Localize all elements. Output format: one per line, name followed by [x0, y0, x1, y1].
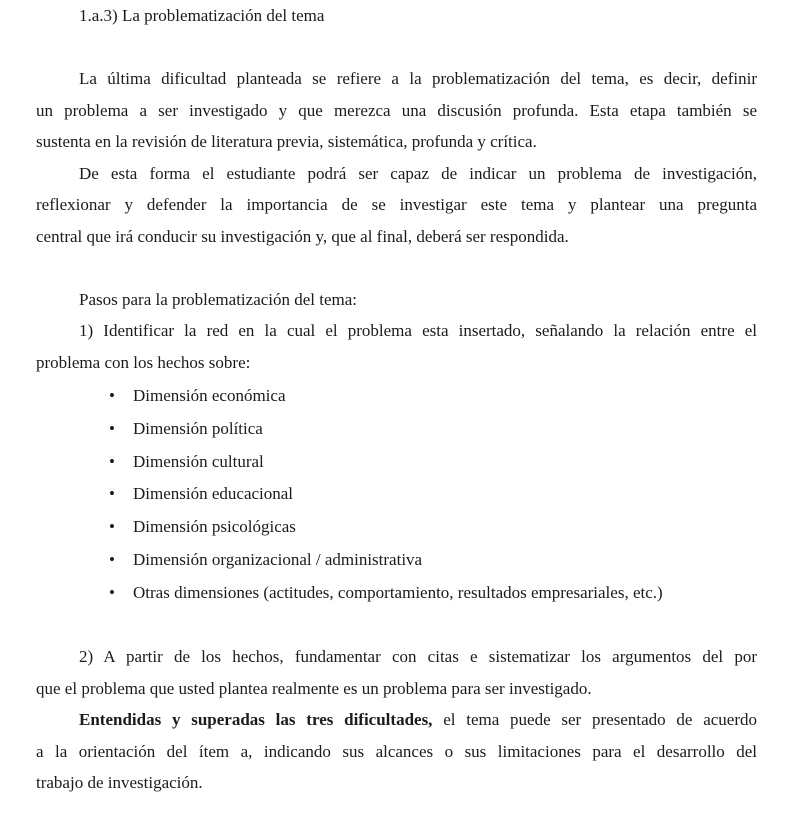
list-item [36, 577, 757, 610]
text-after-bold: el tema puede ser presentado de acuerdo [432, 710, 757, 730]
bullet-icon: • [109, 517, 115, 537]
text-line: problema con los hechos sobre: [36, 352, 251, 372]
text-line: a la orientación del ítem a, indicando sus alcances o sus limitaciones para el desarrollo del [36, 741, 757, 761]
paragraph-2 [36, 158, 757, 253]
list-item [36, 446, 757, 479]
bullet-icon: • [109, 418, 115, 438]
document-content [36, 0, 757, 799]
step-2-paragraph [36, 641, 757, 704]
list-item [36, 413, 757, 446]
list-item [36, 380, 757, 413]
closing-paragraph [36, 704, 757, 799]
bold-lead-text: Entendidas y superadas las tres dificultades, [79, 710, 433, 730]
list-item [36, 544, 757, 577]
bullet-icon: • [109, 549, 115, 569]
text-line: trabajo de investigación. [36, 773, 203, 793]
list-item-text: Dimensión política [133, 418, 263, 438]
text-line: que el problema que usted plantea realmente es un problema para ser investigado. [36, 678, 592, 698]
bullet-icon: • [109, 484, 115, 504]
text-line: central que irá conducir su investigación y, que al final, deberá ser respondida. [36, 226, 569, 246]
text-line: De esta forma el estudiante podrá ser capaz de indicar un problema de investigación, [79, 163, 757, 183]
bullet-icon: • [109, 582, 115, 602]
paragraph-1 [36, 63, 757, 158]
text-line: un problema a ser investigado y que merezca una discusión profunda. Esta etapa también se [36, 100, 757, 120]
list-item-text: Dimensión económica [133, 386, 286, 405]
bullet-icon: • [109, 386, 115, 405]
list-item-text: Otras dimensiones (actitudes, comportamiento, resultados empresariales, etc.) [133, 582, 663, 602]
list-item-text: Dimensión educacional [133, 484, 294, 504]
text-line: 1) Identificar la red en la cual el problema esta insertado, señalando la relación entre el [79, 321, 757, 340]
list-item-text: Dimensión psicológicas [133, 517, 296, 537]
step-1-paragraph [36, 315, 757, 378]
dimension-list [36, 380, 757, 610]
text-line: La última dificultad planteada se refiere a la problematización del tema, es decir, definir [79, 69, 757, 88]
section-heading: 1.a.3) La problematización del tema [79, 6, 325, 25]
text-line [36, 704, 757, 736]
list-item-text: Dimensión organizacional / administrativa [133, 549, 423, 569]
steps-intro-line: Pasos para la problematización del tema: [79, 289, 358, 309]
list-item [36, 478, 757, 511]
list-item [36, 511, 757, 544]
blank-line [36, 610, 757, 642]
bullet-icon: • [109, 451, 115, 471]
blank-line [36, 32, 757, 64]
blank-line [36, 252, 757, 284]
list-item-text: Dimensión cultural [133, 451, 264, 471]
text-line: sustenta en la revisión de literatura previa, sistemática, profunda y crítica. [36, 132, 537, 151]
text-line: 2) A partir de los hechos, fundamentar con citas e sistematizar los argumentos del por [79, 647, 757, 667]
text-line: reflexionar y defender la importancia de se investigar este tema y plantear una pregunta [36, 195, 757, 214]
